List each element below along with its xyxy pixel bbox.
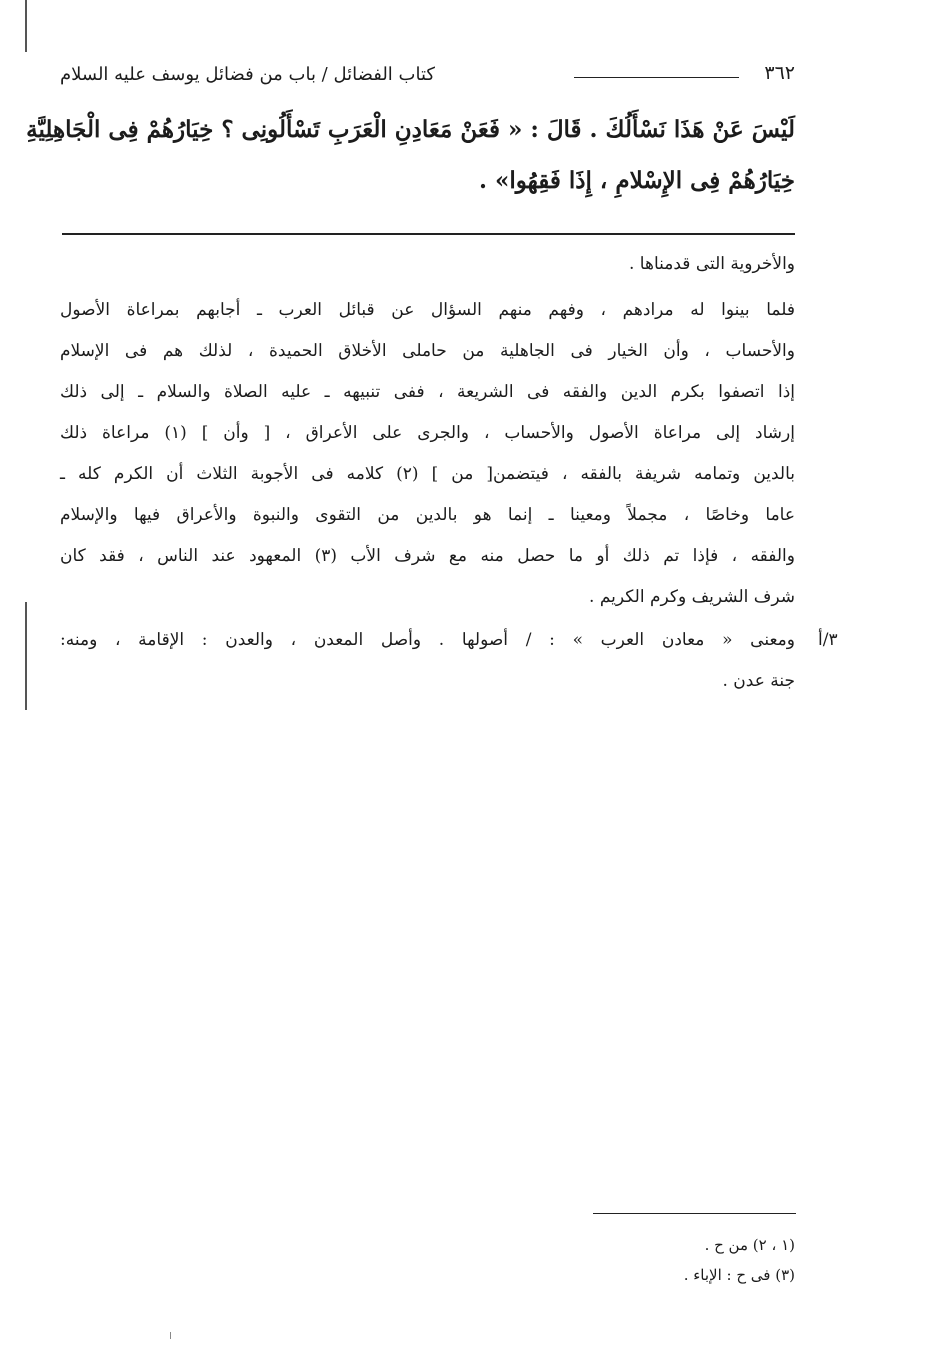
- header-rule: [574, 77, 739, 78]
- text-line: عاما وخاصًا ، مجملاً ومعينا ـ إنما هو بالدين من التقوى والنبوة والأعراق فيها والإسلام: [60, 505, 795, 525]
- running-header: [60, 60, 795, 94]
- text-line: فلما بينوا له مرادهم ، وفهم منهم السؤال عن قبائل العرب ـ أجابهم بمراعاة الأصول: [60, 300, 795, 320]
- text-line: والأخروية التى قدمناها .: [629, 254, 795, 274]
- manuscript-folio-marker: ٣/أ: [818, 630, 838, 650]
- section-divider: [62, 233, 795, 235]
- hadith-line-2: خِيَارُهُمْ فِى الإِسْلامِ ، إِذَا فَقِهُوا» .: [479, 167, 795, 194]
- text-line: شرف الشريف وكرم الكريم .: [589, 587, 795, 607]
- text-line: إذا اتصفوا بكرم الدين والفقه فى الشريعة ، ففى تنبيهه ـ عليه الصلاة والسلام ـ إلى ذلك: [60, 382, 795, 402]
- scan-speck: [170, 1332, 171, 1339]
- text-line: إرشاد إلى مراعاة الأصول والأحساب ، والجرى على الأعراق ، [ وأن ] (١) مراعاة ذلك: [60, 423, 795, 443]
- text-line: ومعنى « معادن العرب » : / أصولها . وأصل المعدن ، والعدن : الإقامة ، ومنه:: [60, 630, 795, 650]
- text-line: والفقه ، فإذا تم ذلك أو ما حصل منه مع شرف الأب (٣) المعهود عند الناس ، فقد كان: [60, 546, 795, 566]
- running-title: كتاب الفضائل / باب من فضائل يوسف عليه السلام: [60, 64, 435, 85]
- scan-edge-mark: [25, 602, 27, 710]
- footnote: (٣) فى ح : الإباء .: [683, 1266, 795, 1284]
- footnote: (١ ، ٢) من ح .: [704, 1236, 795, 1254]
- page-number: ٣٦٢: [764, 62, 795, 84]
- hadith-line-1: لَيْسَ عَنْ هَذَا نَسْأَلُكَ . قَالَ : « فَعَنْ مَعَادِنِ الْعَرَبِ تَسْأَلُونِى ؟ خِيَارُهُمْ فِى الْجَاهِلِيَّةِ: [26, 116, 795, 143]
- text-line: بالدين وتمامه شريفة بالفقه ، فيتضمن[ من ] (٢) كلامه فى الأجوبة الثلاث أن الكرم كله ـ: [60, 464, 796, 484]
- scan-edge-mark: [25, 0, 27, 52]
- text-line: والأحساب ، وأن الخيار فى الجاهلية من حاملى الأخلاق الحميدة ، لذلك هم فى الإسلام: [60, 341, 795, 361]
- footnote-rule: [593, 1213, 796, 1214]
- text-line: جنة عدن .: [722, 671, 795, 691]
